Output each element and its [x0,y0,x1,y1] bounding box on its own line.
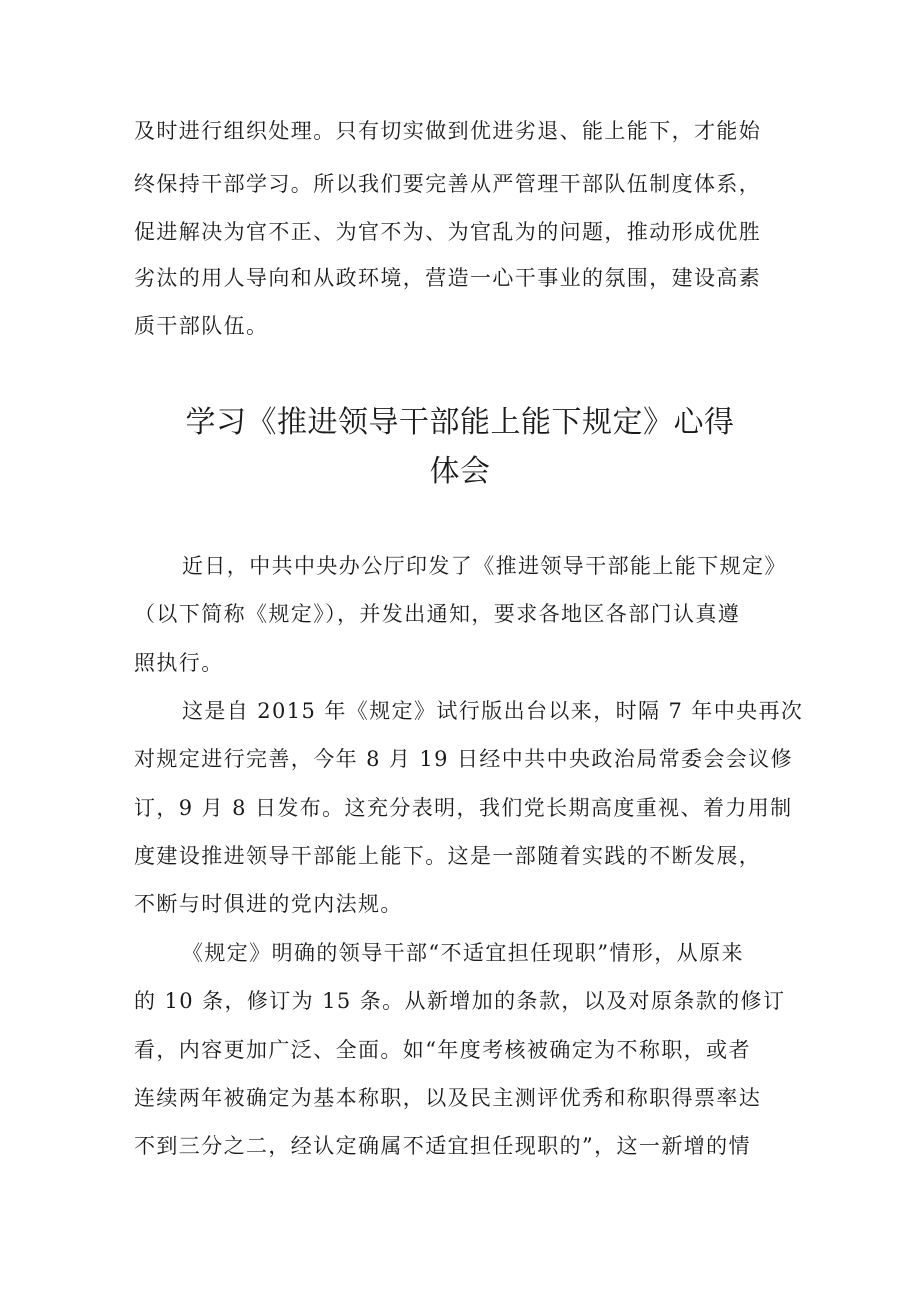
paragraph-line: 不到三分之二，经认定确属不适宜担任现职的”，这一新增的情 [134,1134,751,1158]
paragraph-line: （以下简称《规定》），并发出通知，要求各地区各部门认真遵 [134,602,741,626]
paragraph-line: 《规定》明确的领导干部“不适宜担任现职”情形，从原来 [182,941,744,965]
paragraph-line: 这是自 2015 年《规定》试行版出台以来，时隔 7 年中央再次 [182,699,804,723]
paragraph-line: 近日，中共中央办公厅印发了《推进领导干部能上能下规定》 [182,554,787,578]
paragraph-line: 不断与时俱进的党内法规。 [134,892,403,916]
paragraph-line: 终保持干部学习。所以我们要完善从严管理干部队伍制度体系， [134,172,762,196]
paragraph-line: 劣汰的用人导向和从政环境，营造一心干事业的氛围，建设高素 [134,266,762,290]
paragraph-line: 促进解决为官不正、为官不为、为官乱为的问题，推动形成优胜 [134,220,762,244]
title-line: 体会 [429,454,491,489]
title-line: 学习《推进领导干部能上能下规定》心得 [185,405,735,440]
paragraph-line: 度建设推进领导干部能上能下。这是一部随着实践的不断发展， [134,844,762,868]
paragraph-line: 及时进行组织处理。只有切实做到优进劣退、能上能下，才能始 [134,119,762,143]
paragraph-line: 照执行。 [134,651,224,675]
paragraph-line: 对规定进行完善，今年 8 月 19 日经中共中央政治局常委会会议修 [134,747,793,771]
paragraph-line: 质干部队伍。 [134,314,269,338]
paragraph-line: 订，9 月 8 日发布。这充分表明，我们党长期高度重视、着力用制 [134,796,793,820]
paragraph-line: 的 10 条，修订为 15 条。从新增加的条款，以及对原条款的修订 [134,989,786,1013]
paragraph-line: 连续两年被确定为基本称职，以及民主测评优秀和称职得票率达 [134,1086,762,1110]
paragraph-line: 看，内容更加广泛、全面。如“年度考核被确定为不称职，或者 [134,1038,751,1062]
